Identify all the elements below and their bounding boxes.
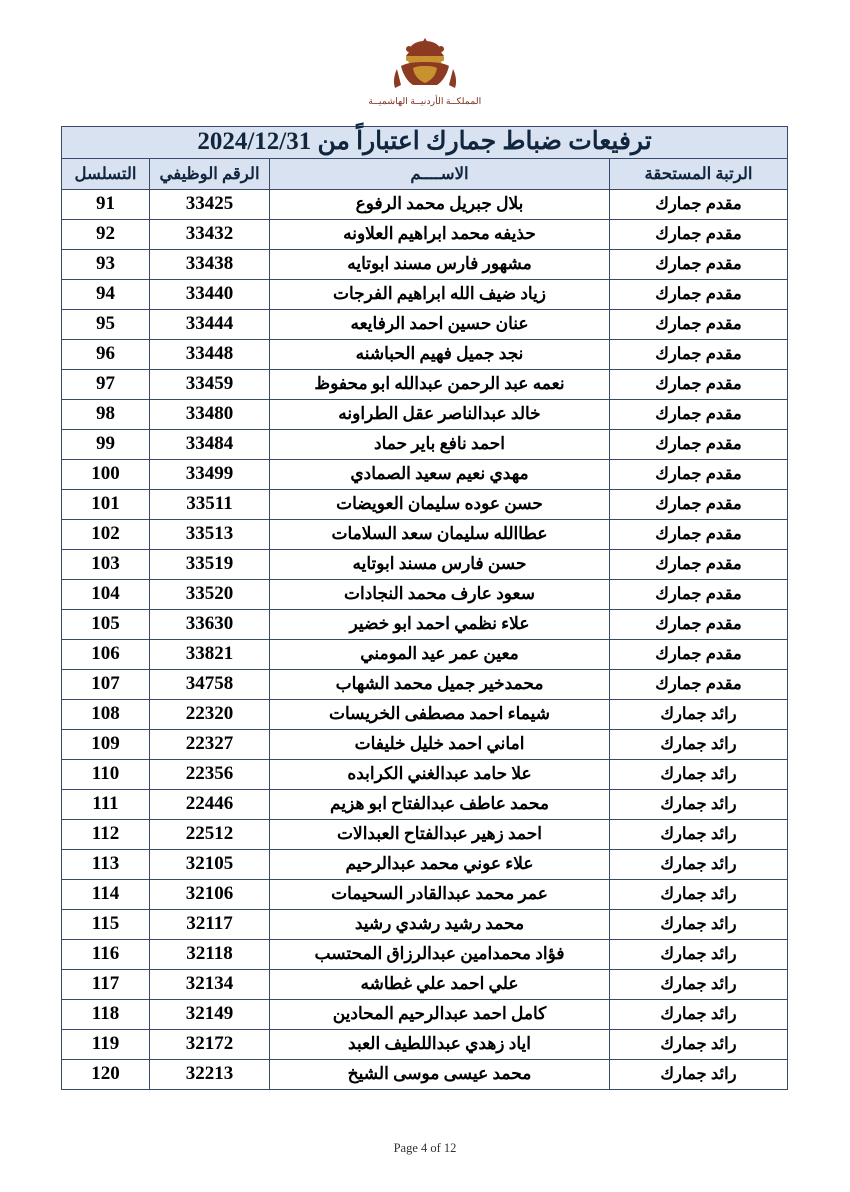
cell-emp-no: 33499 <box>150 459 270 489</box>
cell-emp-no: 33821 <box>150 639 270 669</box>
table-row <box>61 939 787 969</box>
cell-seq: 103 <box>61 549 149 579</box>
table-row <box>61 1029 787 1059</box>
cell-seq: 114 <box>61 879 149 909</box>
promotions-table <box>61 126 788 1090</box>
cell-seq: 104 <box>61 579 149 609</box>
cell-emp-no: 32118 <box>150 939 270 969</box>
table-row <box>61 549 787 579</box>
table-row <box>61 249 787 279</box>
table-row <box>61 279 787 309</box>
cell-seq: 100 <box>61 459 149 489</box>
cell-seq: 93 <box>61 249 149 279</box>
table-row <box>61 639 787 669</box>
cell-name: حذيفه محمد ابراهيم العلاونه <box>270 219 610 249</box>
table-row <box>61 579 787 609</box>
cell-rank: مقدم جمارك <box>610 369 788 399</box>
cell-emp-no: 22356 <box>150 759 270 789</box>
table-row <box>61 519 787 549</box>
cell-seq: 107 <box>61 669 149 699</box>
table-row <box>61 999 787 1029</box>
cell-name: معين عمر عيد المومني <box>270 639 610 669</box>
cell-emp-no: 33459 <box>150 369 270 399</box>
cell-seq: 116 <box>61 939 149 969</box>
cell-rank: رائد جمارك <box>610 819 788 849</box>
cell-seq: 99 <box>61 429 149 459</box>
cell-emp-no: 33438 <box>150 249 270 279</box>
table-title-row <box>61 127 787 159</box>
cell-emp-no: 33520 <box>150 579 270 609</box>
cell-seq: 95 <box>61 309 149 339</box>
cell-rank: رائد جمارك <box>610 969 788 999</box>
table-body <box>61 189 787 1089</box>
cell-rank: رائد جمارك <box>610 879 788 909</box>
cell-rank: رائد جمارك <box>610 909 788 939</box>
cell-seq: 112 <box>61 819 149 849</box>
cell-name: علاء نظمي احمد ابو خضير <box>270 609 610 639</box>
cell-name: اماني احمد خليل خليفات <box>270 729 610 759</box>
cell-seq: 98 <box>61 399 149 429</box>
cell-rank: رائد جمارك <box>610 789 788 819</box>
cell-seq: 97 <box>61 369 149 399</box>
cell-name: احمد زهير عبدالفتاح العبدالات <box>270 819 610 849</box>
cell-name: نجد جميل فهيم الحباشنه <box>270 339 610 369</box>
cell-name: عطاالله سليمان سعد السلامات <box>270 519 610 549</box>
cell-emp-no: 33448 <box>150 339 270 369</box>
cell-seq: 115 <box>61 909 149 939</box>
cell-rank: مقدم جمارك <box>610 429 788 459</box>
cell-emp-no: 33511 <box>150 489 270 519</box>
cell-emp-no: 22327 <box>150 729 270 759</box>
cell-seq: 91 <box>61 189 149 219</box>
table-row <box>61 849 787 879</box>
cell-rank: مقدم جمارك <box>610 189 788 219</box>
cell-rank: مقدم جمارك <box>610 669 788 699</box>
cell-name: نعمه عبد الرحمن عبدالله ابو محفوظ <box>270 369 610 399</box>
cell-emp-no: 22512 <box>150 819 270 849</box>
cell-rank: رائد جمارك <box>610 1029 788 1059</box>
table-row <box>61 759 787 789</box>
cell-emp-no: 33519 <box>150 549 270 579</box>
cell-rank: مقدم جمارك <box>610 579 788 609</box>
cell-name: خالد عبدالناصر عقل الطراونه <box>270 399 610 429</box>
column-header-rank: الرتبة المستحقة <box>610 158 788 189</box>
cell-rank: رائد جمارك <box>610 849 788 879</box>
cell-rank: مقدم جمارك <box>610 519 788 549</box>
cell-emp-no: 33630 <box>150 609 270 639</box>
cell-emp-no: 22320 <box>150 699 270 729</box>
cell-seq: 117 <box>61 969 149 999</box>
table-row <box>61 699 787 729</box>
emblem-container <box>62 36 788 108</box>
cell-rank: مقدم جمارك <box>610 279 788 309</box>
cell-name: كامل احمد عبدالرحيم المحادين <box>270 999 610 1029</box>
cell-name: سعود عارف محمد النجادات <box>270 579 610 609</box>
cell-name: زياد ضيف الله ابراهيم الفرجات <box>270 279 610 309</box>
cell-emp-no: 34758 <box>150 669 270 699</box>
cell-rank: رائد جمارك <box>610 1059 788 1089</box>
cell-emp-no: 33484 <box>150 429 270 459</box>
cell-rank: مقدم جمارك <box>610 549 788 579</box>
cell-name: علاء عوني محمد عبدالرحيم <box>270 849 610 879</box>
page-footer: Page 4 of 12 <box>393 1141 457 1155</box>
cell-emp-no: 32117 <box>150 909 270 939</box>
cell-seq: 101 <box>61 489 149 519</box>
cell-name: حسن فارس مسند ابوتايه <box>270 549 610 579</box>
cell-name: محمد عيسى موسى الشيخ <box>270 1059 610 1089</box>
table-row <box>61 819 787 849</box>
cell-name: محمد رشيد رشدي رشيد <box>270 909 610 939</box>
cell-seq: 96 <box>61 339 149 369</box>
cell-name: شيماء احمد مصطفى الخريسات <box>270 699 610 729</box>
column-header-seq: التسلسل <box>61 158 149 189</box>
cell-emp-no: 32106 <box>150 879 270 909</box>
table-row <box>61 429 787 459</box>
cell-emp-no: 32213 <box>150 1059 270 1089</box>
cell-rank: رائد جمارك <box>610 939 788 969</box>
column-header-name: الاســــم <box>270 158 610 189</box>
emblem-caption: المملكــة الأردنيــة الهاشميــة <box>368 96 482 106</box>
cell-seq: 111 <box>61 789 149 819</box>
cell-name: فؤاد محمدامين عبدالرزاق المحتسب <box>270 939 610 969</box>
cell-name: احمد نافع باير حماد <box>270 429 610 459</box>
table-header-row <box>61 158 787 189</box>
cell-emp-no: 22446 <box>150 789 270 819</box>
cell-rank: مقدم جمارك <box>610 399 788 429</box>
table-row <box>61 369 787 399</box>
cell-rank: رائد جمارك <box>610 699 788 729</box>
cell-emp-no: 33440 <box>150 279 270 309</box>
table-row <box>61 459 787 489</box>
cell-seq: 110 <box>61 759 149 789</box>
cell-rank: مقدم جمارك <box>610 249 788 279</box>
cell-seq: 108 <box>61 699 149 729</box>
cell-emp-no: 32134 <box>150 969 270 999</box>
cell-name: علا حامد عبدالغني الكرابده <box>270 759 610 789</box>
table-row <box>61 309 787 339</box>
cell-emp-no: 33425 <box>150 189 270 219</box>
cell-emp-no: 33444 <box>150 309 270 339</box>
cell-name: حسن عوده سليمان العويضات <box>270 489 610 519</box>
table-row <box>61 729 787 759</box>
cell-name: محمد عاطف عبدالفتاح ابو هزيم <box>270 789 610 819</box>
page-title: ترفيعات ضباط جمارك اعتباراً من 2024/12/31 <box>61 127 787 159</box>
cell-rank: مقدم جمارك <box>610 219 788 249</box>
table-row <box>61 789 787 819</box>
table-row <box>61 339 787 369</box>
cell-name: اياد زهدي عبداللطيف العبد <box>270 1029 610 1059</box>
cell-emp-no: 32105 <box>150 849 270 879</box>
cell-rank: رائد جمارك <box>610 729 788 759</box>
cell-name: عنان حسين احمد الرفايعه <box>270 309 610 339</box>
cell-emp-no: 32172 <box>150 1029 270 1059</box>
cell-seq: 118 <box>61 999 149 1029</box>
table-row <box>61 909 787 939</box>
cell-rank: مقدم جمارك <box>610 489 788 519</box>
table-row <box>61 219 787 249</box>
cell-seq: 105 <box>61 609 149 639</box>
cell-emp-no: 33513 <box>150 519 270 549</box>
cell-seq: 119 <box>61 1029 149 1059</box>
cell-seq: 120 <box>61 1059 149 1089</box>
cell-emp-no: 32149 <box>150 999 270 1029</box>
jordan-hashemite-crown-icon <box>368 36 482 108</box>
cell-name: بلال جبريل محمد الرفوع <box>270 189 610 219</box>
cell-name: مشهور فارس مسند ابوتايه <box>270 249 610 279</box>
column-header-emp-no: الرقم الوظيفي <box>150 158 270 189</box>
cell-rank: مقدم جمارك <box>610 609 788 639</box>
cell-seq: 106 <box>61 639 149 669</box>
cell-rank: رائد جمارك <box>610 759 788 789</box>
cell-seq: 113 <box>61 849 149 879</box>
table-row <box>61 879 787 909</box>
cell-rank: مقدم جمارك <box>610 339 788 369</box>
table-row <box>61 669 787 699</box>
table-row <box>61 969 787 999</box>
table-row <box>61 399 787 429</box>
table-row <box>61 489 787 519</box>
table-row <box>61 609 787 639</box>
cell-rank: رائد جمارك <box>610 999 788 1029</box>
cell-name: علي احمد علي غطاشه <box>270 969 610 999</box>
table-row <box>61 1059 787 1089</box>
cell-emp-no: 33480 <box>150 399 270 429</box>
table-row <box>61 189 787 219</box>
cell-name: عمر محمد عبدالقادر السحيمات <box>270 879 610 909</box>
cell-rank: مقدم جمارك <box>610 639 788 669</box>
cell-seq: 94 <box>61 279 149 309</box>
cell-name: مهدي نعيم سعيد الصمادي <box>270 459 610 489</box>
cell-rank: مقدم جمارك <box>610 459 788 489</box>
cell-name: محمدخير جميل محمد الشهاب <box>270 669 610 699</box>
cell-seq: 109 <box>61 729 149 759</box>
cell-emp-no: 33432 <box>150 219 270 249</box>
cell-seq: 92 <box>61 219 149 249</box>
cell-seq: 102 <box>61 519 149 549</box>
cell-rank: مقدم جمارك <box>610 309 788 339</box>
